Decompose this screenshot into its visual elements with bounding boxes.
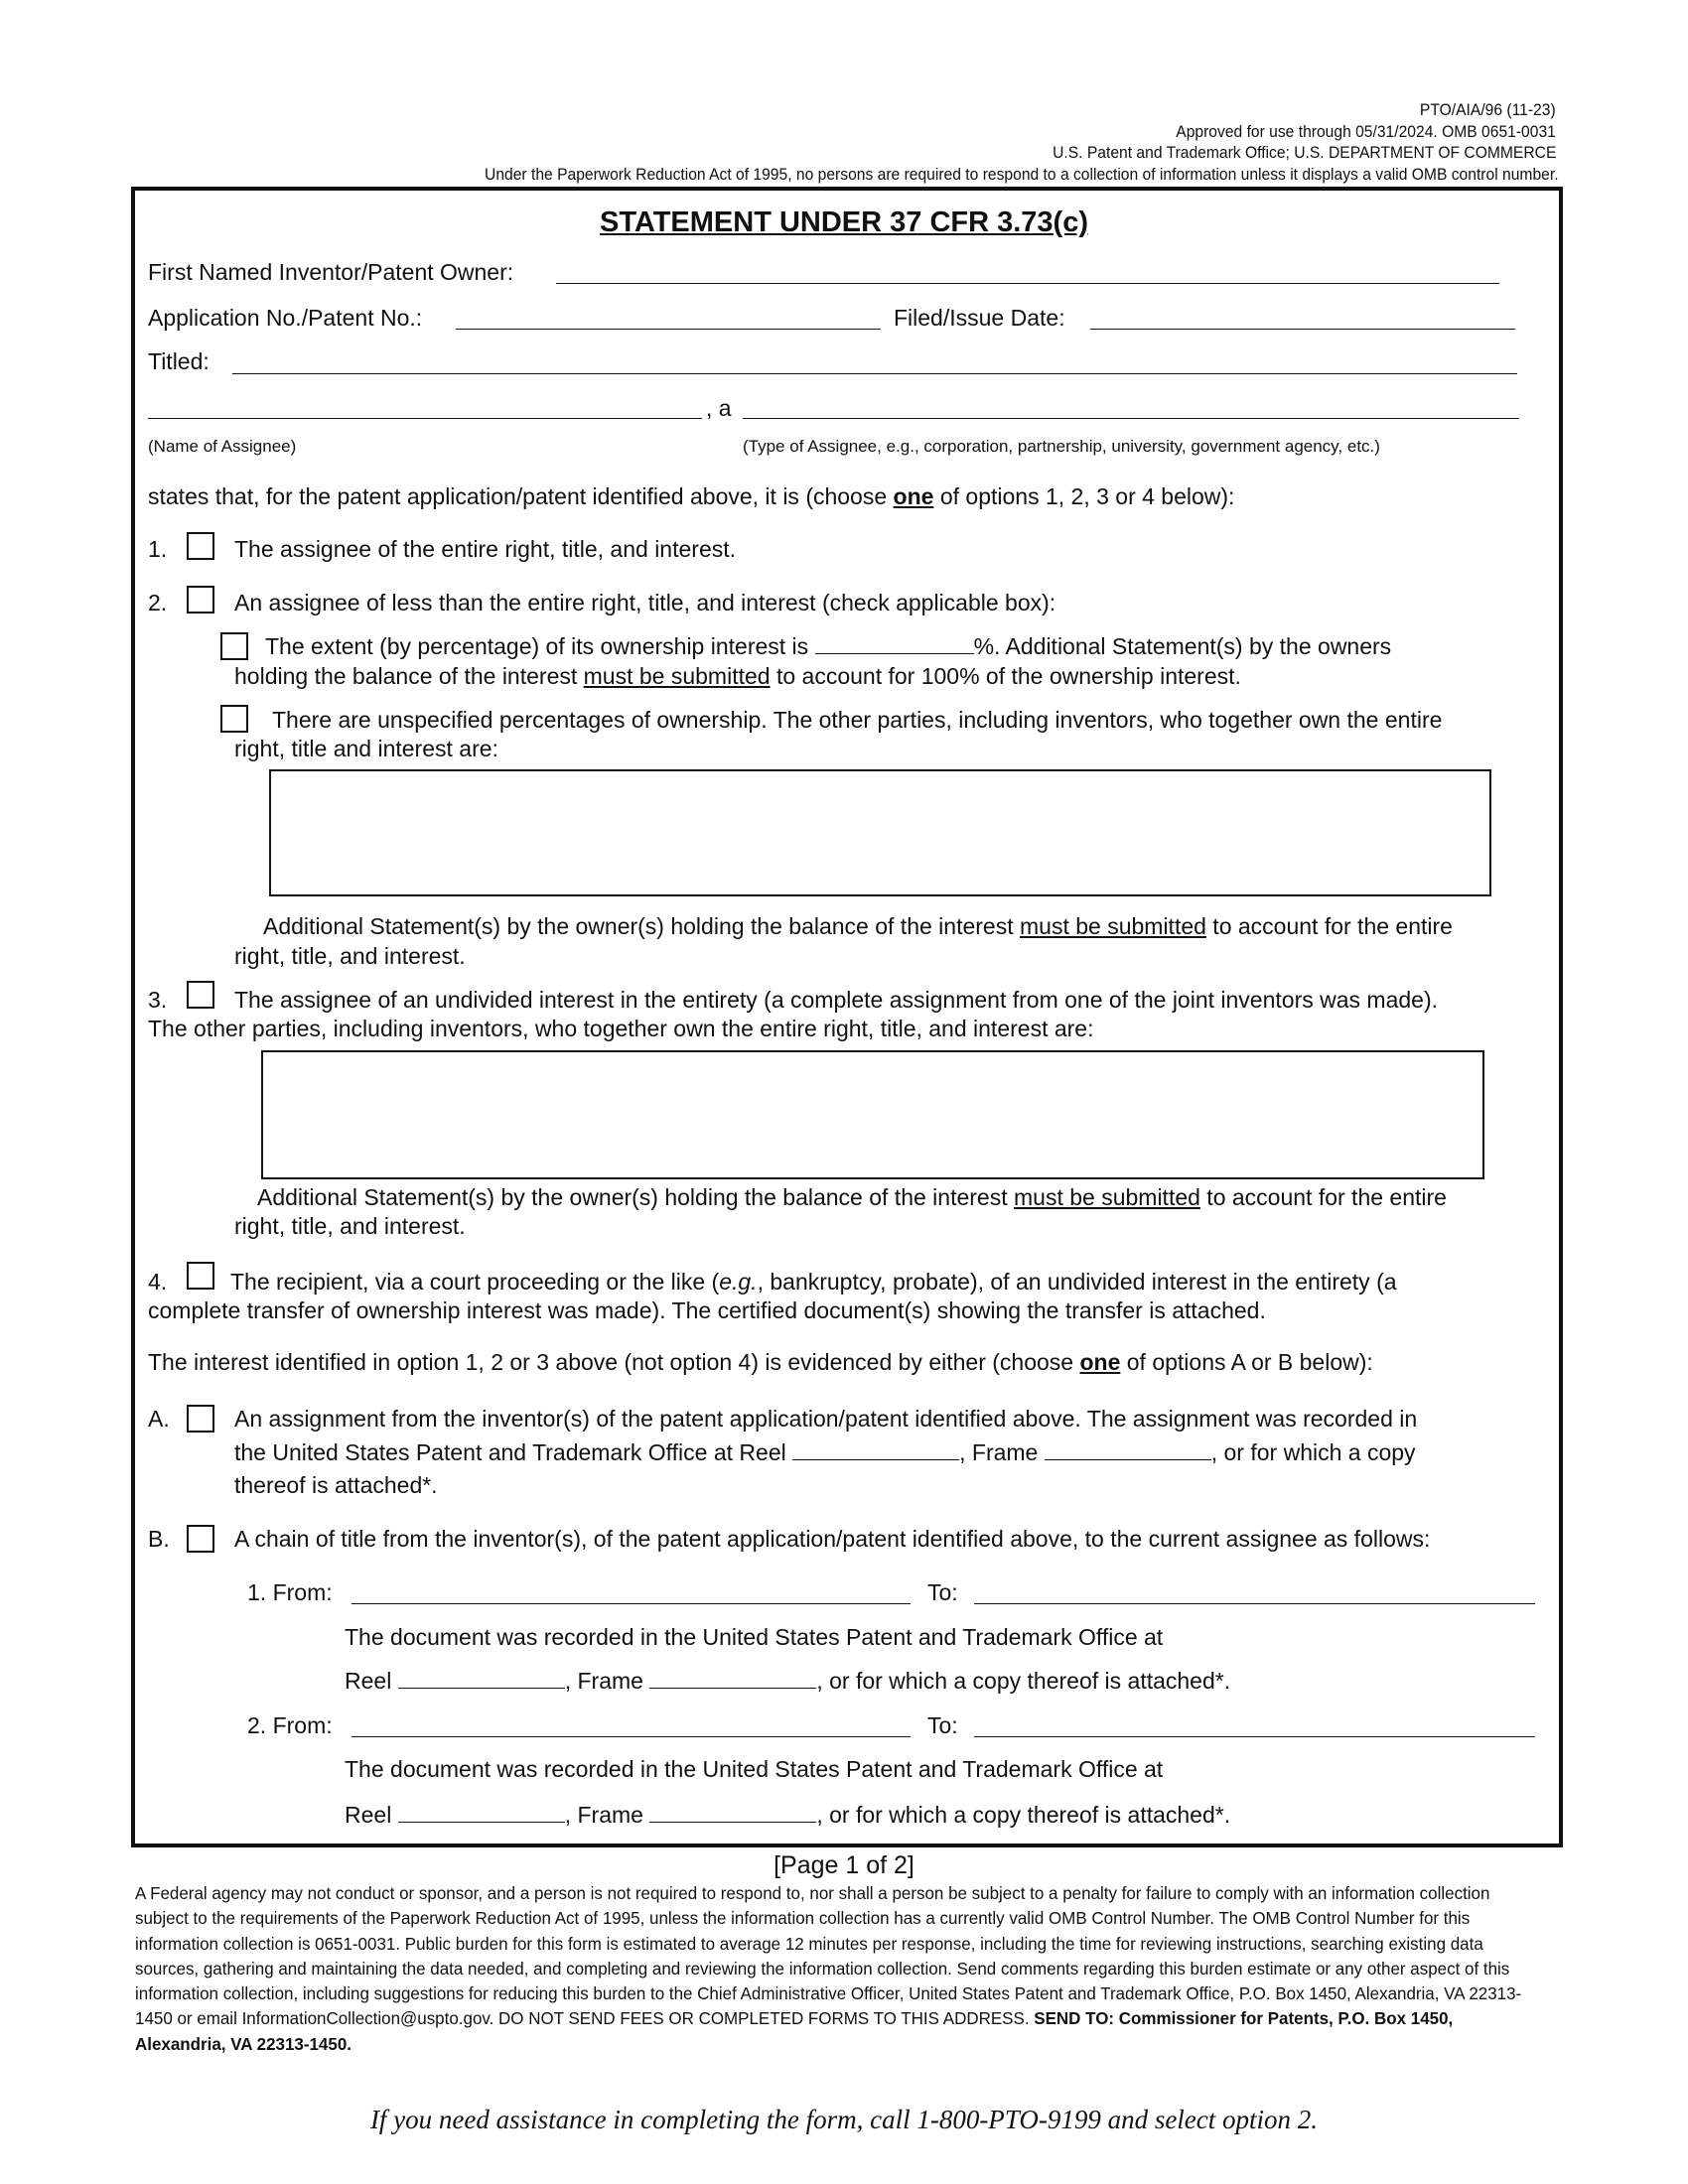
chain-1-reel-line: Reel , Frame , or for which a copy thereof is attached*. <box>345 1668 1231 1694</box>
option-3-parties-textbox[interactable] <box>261 1050 1484 1179</box>
assignee-name-field[interactable] <box>148 418 702 419</box>
option-b-label: B. <box>148 1526 170 1552</box>
page-number: [Page 1 of 2] <box>774 1851 914 1879</box>
option-1-number: 1. <box>148 536 168 562</box>
option-4-checkbox[interactable] <box>187 1262 214 1290</box>
paperwork-notice: Under the Paperwork Reduction Act of 1995, no persons are required to respond to a collection of information unless it displays a valid OMB control number. <box>485 165 1559 184</box>
option-2-additional-2: right, title, and interest. <box>234 943 466 969</box>
chain-1-reel-field[interactable] <box>398 1668 565 1689</box>
option-2a-checkbox[interactable] <box>220 632 248 660</box>
option-3-checkbox[interactable] <box>187 981 214 1009</box>
chain-1-frame-field[interactable] <box>649 1668 816 1689</box>
footer-notice: A Federal agency may not conduct or sponsor, and a person is not required to respond to, nor shall a person be subject to a penalty for failure to comply with an information collection subject to the requirements of the Paperwork Reduction Act of 1995, unless the information collection has a currently valid OMB Control Number. The OMB Control Number for this information collection is 0651-0031. Public burden for this form is estimated to average 12 minutes per response, including the time for reviewing instructions, searching existing data sources, gathering and maintaining the data needed, and completing and reviewing the information collection. Send comments regarding this burden estimate or any other aspect of this information collection, including suggestions for reducing this burden to the Chief Administrative Officer, United States Patent and Trademark Office, P.O. Box 1450, Alexandria, VA 22313-1450 or email InformationCollection@uspto.gov. DO NOT SEND FEES OR COMPLETED FORMS TO THIS ADDRESS. SEND TO: Commissioner for Patents, P.O. Box 1450, Alexandria, VA 22313-1450. <box>135 1883 1522 2054</box>
chain-1-to-label: To: <box>927 1579 958 1605</box>
chain-2-doc-text: The document was recorded in the United States Patent and Trademark Office at <box>345 1756 1164 1782</box>
first-named-field[interactable] <box>556 283 1499 284</box>
form-id: PTO/AIA/96 (11-23) <box>1420 100 1556 119</box>
assignee-type-label: (Type of Assignee, e.g., corporation, partnership, university, government agency, etc.) <box>743 437 1380 456</box>
option-a-text-3: thereof is attached*. <box>234 1472 438 1498</box>
titled-field[interactable] <box>232 373 1517 374</box>
page-title: STATEMENT UNDER 37 CFR 3.73(c) <box>600 206 1088 238</box>
chain-2-from-label: 2. From: <box>247 1712 333 1738</box>
option-a-checkbox[interactable] <box>187 1405 214 1433</box>
assistance-text: If you need assistance in completing the form, call 1-800-PTO-9199 and select option 2. <box>369 2105 1319 2134</box>
option-a-text: An assignment from the inventor(s) of the patent application/patent identified above. The assignment was recorded in <box>234 1406 1418 1432</box>
option-2b-text: There are unspecified percentages of ownership. The other parties, including inventors, who together own the entire <box>272 707 1443 733</box>
option-3-additional-2: right, title, and interest. <box>234 1213 466 1239</box>
assignee-type-field[interactable] <box>743 418 1519 419</box>
option-4-number: 4. <box>148 1269 168 1295</box>
option-3-text-2: The other parties, including inventors, who together own the entire right, title, and interest are: <box>148 1016 1094 1041</box>
option-2-text: An assignee of less than the entire right, title, and interest (check applicable box): <box>234 590 1056 615</box>
chain-2-reel-field[interactable] <box>398 1802 565 1823</box>
chain-1-from-label: 1. From: <box>247 1579 333 1605</box>
option-1-text: The assignee of the entire right, title, and interest. <box>234 536 737 562</box>
option-2-additional: Additional Statement(s) by the owner(s) holding the balance of the interest must be submitted to account for the entire <box>263 913 1453 939</box>
titled-label: Titled: <box>148 348 210 374</box>
option-b-checkbox[interactable] <box>187 1525 214 1553</box>
app-no-label: Application No./Patent No.: <box>148 305 423 331</box>
chain-1-to-field[interactable] <box>974 1603 1535 1604</box>
chain-1-from-field[interactable] <box>352 1603 911 1604</box>
percentage-field[interactable] <box>815 633 974 654</box>
assignee-name-label: (Name of Assignee) <box>148 437 297 456</box>
option-2a-text-2: holding the balance of the interest must be submitted to account for 100% of the ownership interest. <box>234 663 1241 689</box>
chain-2-to-field[interactable] <box>974 1736 1535 1737</box>
comma-a: , a <box>706 395 732 421</box>
option-4-text: The recipient, via a court proceeding or the like (e.g., bankruptcy, probate), of an undivided interest in the entirety (a <box>230 1269 1397 1295</box>
option-a-reel-field[interactable] <box>792 1439 959 1460</box>
option-3-text: The assignee of an undivided interest in the entirety (a complete assignment from one of the joint inventors was made). <box>234 987 1438 1013</box>
option-1-checkbox[interactable] <box>187 532 214 560</box>
chain-1-doc-text: The document was recorded in the United States Patent and Trademark Office at <box>345 1624 1164 1650</box>
states-text: states that, for the patent application/patent identified above, it is (choose one of options 1, 2, 3 or 4 below): <box>148 483 1235 509</box>
app-no-field[interactable] <box>456 329 881 330</box>
approval-text: Approved for use through 05/31/2024. OMB 0651-0031 <box>1176 122 1556 141</box>
option-2b-text-2: right, title and interest are: <box>234 736 498 761</box>
option-4-text-2: complete transfer of ownership interest was made). The certified document(s) showing the transfer is attached. <box>148 1297 1266 1323</box>
option-b-text: A chain of title from the inventor(s), of the patent application/patent identified above, to the current assignee as follows: <box>234 1526 1431 1552</box>
option-a-text-2: the United States Patent and Trademark Office at Reel , Frame , or for which a copy <box>234 1439 1416 1465</box>
chain-2-reel-line: Reel , Frame , or for which a copy thereof is attached*. <box>345 1802 1231 1828</box>
agency-text: U.S. Patent and Trademark Office; U.S. DEPARTMENT OF COMMERCE <box>1052 143 1556 162</box>
chain-2-frame-field[interactable] <box>649 1802 816 1823</box>
filed-date-field[interactable] <box>1090 329 1515 330</box>
first-named-label: First Named Inventor/Patent Owner: <box>148 259 514 285</box>
chain-2-to-label: To: <box>927 1712 958 1738</box>
option-a-label: A. <box>148 1406 170 1432</box>
option-2-parties-textbox[interactable] <box>269 769 1491 896</box>
option-2a-text: The extent (by percentage) of its ownership interest is %. Additional Statement(s) by the owners <box>265 633 1392 659</box>
option-a-frame-field[interactable] <box>1045 1439 1211 1460</box>
option-3-additional: Additional Statement(s) by the owner(s) holding the balance of the interest must be submitted to account for the entire <box>257 1184 1447 1210</box>
option-3-number: 3. <box>148 987 168 1013</box>
option-2-number: 2. <box>148 590 168 615</box>
filed-date-label: Filed/Issue Date: <box>894 305 1065 331</box>
evidence-text: The interest identified in option 1, 2 or 3 above (not option 4) is evidenced by either (choose one of options A or B below): <box>148 1349 1373 1375</box>
option-2b-checkbox[interactable] <box>220 705 248 733</box>
option-2-checkbox[interactable] <box>187 586 214 614</box>
chain-2-from-field[interactable] <box>352 1736 911 1737</box>
